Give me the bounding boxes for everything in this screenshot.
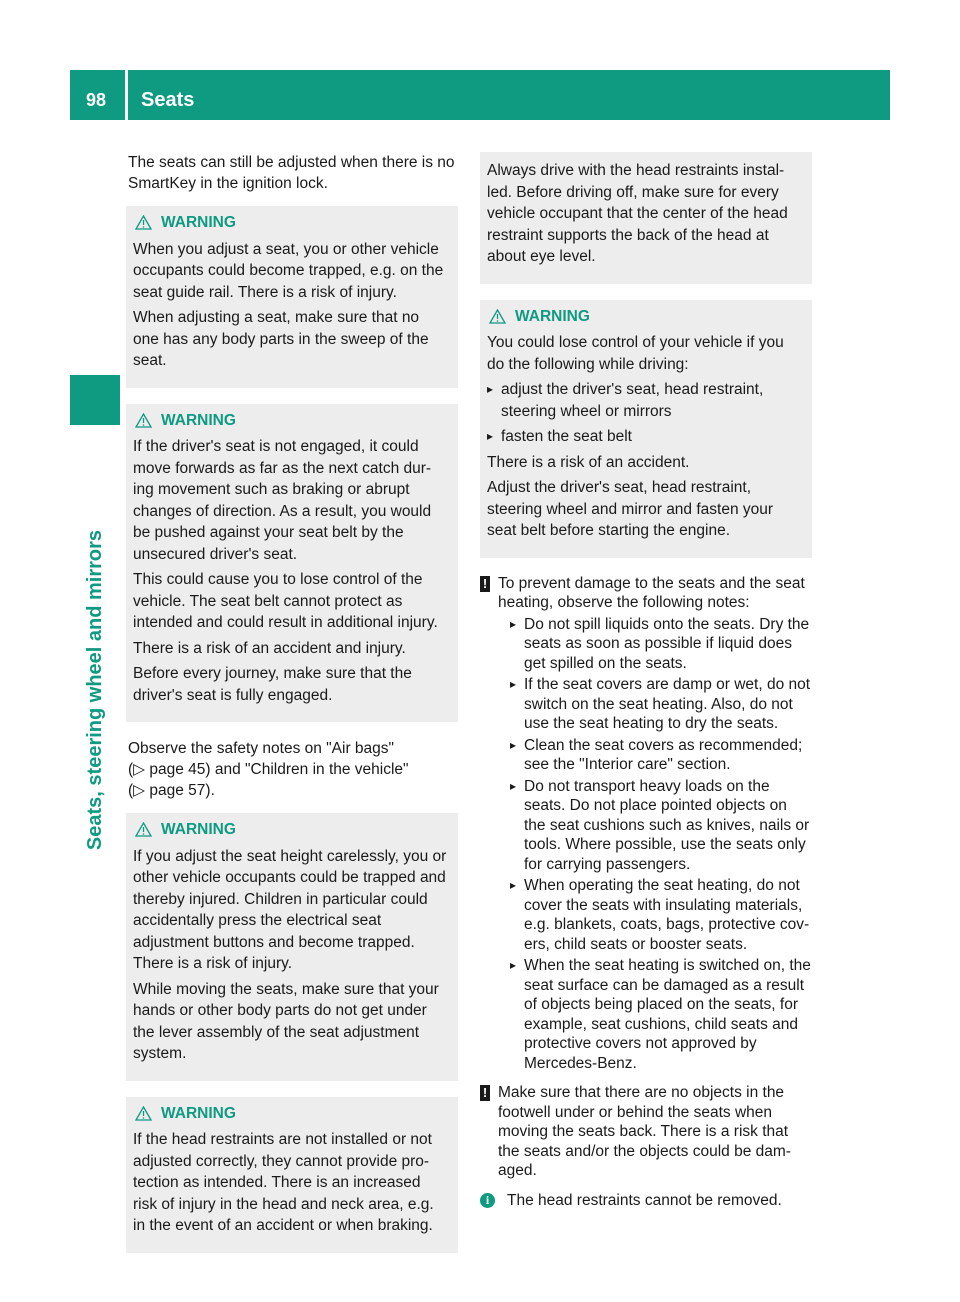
warning-box-head-restraints <box>126 1097 458 1253</box>
warning-triangle-icon <box>135 413 152 428</box>
warning-triangle-icon <box>135 1106 152 1121</box>
note-text: The head restraints cannot be removed. <box>507 1191 782 1209</box>
chapter-tab-marker <box>70 375 120 425</box>
warning-text: If the head restraints are not installed or not adjusted correctly, they cannot provide pro-tection as intended. There is an increased risk of injury in the head and neck area, e.g. in the event of an accident or when braking. <box>133 1131 434 1234</box>
warning-text: When you adjust a seat, you or other vehicle occupants could become trapped, e.g. on the seat guide rail. There is a risk of injury. <box>133 240 444 301</box>
warning-heading <box>135 410 448 432</box>
warning-text: While moving the seats, make sure that your hands or other body parts do not get under the lever assembly of the seat adjustment system. <box>133 980 439 1062</box>
warning-label: WARNING <box>161 821 236 838</box>
note-text: Make sure that there are no objects in the footwell under or behind the seats when moving the seats back. There is a risk that the seats and/or the objects could be dam-aged. <box>498 1084 791 1179</box>
list-item: ▸ adjust the driver's seat, head restraint, steering wheel or mirrors <box>487 379 802 422</box>
page-number: 98 <box>86 90 107 110</box>
warning-triangle-icon <box>489 309 506 324</box>
section-title: Seats <box>141 89 195 111</box>
warning-label: WARNING <box>161 1104 236 1122</box>
list-item: ▸ When operating the seat heating, do not cover the seats with insulating materials, e.g. blankets, coats, bags, protective cov-ers, child seats or booster seats. <box>510 876 812 954</box>
warning-text: There is a risk of an accident. <box>487 453 690 471</box>
warning-box-seat-height <box>126 813 458 1081</box>
warning-bullet-list <box>487 379 802 448</box>
exclamation-icon: ! <box>480 1085 490 1101</box>
warning-label: WARNING <box>161 214 236 231</box>
warning-text: You could lose control of your vehicle if you do the following while driving: <box>487 334 784 373</box>
caution-note-footwell <box>480 1083 812 1181</box>
warning-heading <box>135 1103 448 1125</box>
warning-text: Before every journey, make sure that the driver's seat is fully engaged. <box>133 665 412 704</box>
page-reference-link[interactable]: (▷ page 45) and "Children in the vehicle" <box>128 761 409 778</box>
safety-notes-line: Observe the safety notes on "Air bags" <box>128 740 395 757</box>
warning-triangle-icon <box>135 822 152 837</box>
warning-box-driving <box>480 300 812 558</box>
exclamation-icon: ! <box>480 576 490 592</box>
warning-text: Adjust the driver's seat, head restraint, steering wheel and mirror and fasten your seat belt before starting the engine. <box>487 479 774 539</box>
warning-text: There is a risk of an accident and injury. <box>133 639 406 657</box>
warning-heading <box>489 306 802 328</box>
warning-text: This could cause you to lose control of the vehicle. The seat belt cannot protect as intended and could result in additional injury. <box>133 571 438 631</box>
note-bullet-list <box>498 615 812 1074</box>
list-item: ▸ If the seat covers are damp or wet, do not switch on the seat heating. Also, do not use the seat heating to dry the seats. <box>510 675 812 734</box>
warning-text: If the driver's seat is not engaged, it could move forwards as far as the next catch dur-ing movement such as braking or abrupt changes of direction. As a result, you would be pushed against your seat belt by the unsecured driver's seat. <box>133 438 432 563</box>
warning-box-seat-adjust <box>126 206 458 388</box>
list-item: ▸ When the seat heating is switched on, the seat surface can be damaged as a result of objects being placed on the seats, for example, seat cushions, child seats and protective covers not approved by Mercedes-Benz. <box>510 956 812 1073</box>
warning-triangle-icon <box>135 215 152 230</box>
info-note <box>480 1191 812 1211</box>
info-box-text: Always drive with the head restraints instal-led. Before driving off, make sure for every vehicle occupant that the center of the head restraint supports the back of the head at about eye level. <box>487 162 788 265</box>
left-column <box>126 152 458 1269</box>
list-item: ▸ Clean the seat covers as recommended; see the "Interior care" section. <box>510 736 812 775</box>
page-reference-link[interactable]: (▷ page 57). <box>128 782 215 799</box>
header-title-bar <box>128 70 890 120</box>
info-icon: i <box>480 1193 495 1208</box>
warning-text: When adjusting a seat, make sure that no one has any body parts in the sweep of the seat. <box>133 309 429 369</box>
right-column <box>480 152 812 1220</box>
note-text: To prevent damage to the seats and the seat heating, observe the following notes: <box>498 574 805 611</box>
caution-note-seat-heating <box>480 574 812 1074</box>
list-item: ▸ Do not transport heavy loads on the seats. Do not place pointed objects on the seat cushions such as knives, nails or tools. Where possible, use the seats only for carrying passengers. <box>510 777 812 875</box>
warning-heading <box>135 212 448 234</box>
warning-label: WARNING <box>515 307 590 325</box>
intro-paragraph: The seats can still be adjusted when there is no SmartKey in the ignition lock. <box>128 154 455 192</box>
warning-text: If you adjust the seat height carelessly, you or other vehicle occupants could be trapped and thereby injured. Children in particular could accidentally press the electrical seat adjustment buttons and become trapped. There is a risk of injury. <box>133 847 447 972</box>
warning-label: WARNING <box>161 411 236 429</box>
list-item: ▸ Do not spill liquids onto the seats. Dry the seats as soon as possible if liquid does get spilled on the seats. <box>510 615 812 674</box>
head-restraint-info-box <box>480 152 812 284</box>
list-item: ▸ fasten the seat belt <box>487 426 802 448</box>
chapter-side-label: Seats, steering wheel and mirrors <box>84 529 106 851</box>
warning-box-driver-seat <box>126 404 458 723</box>
safety-notes-reference <box>128 738 458 801</box>
warning-heading <box>135 819 448 841</box>
